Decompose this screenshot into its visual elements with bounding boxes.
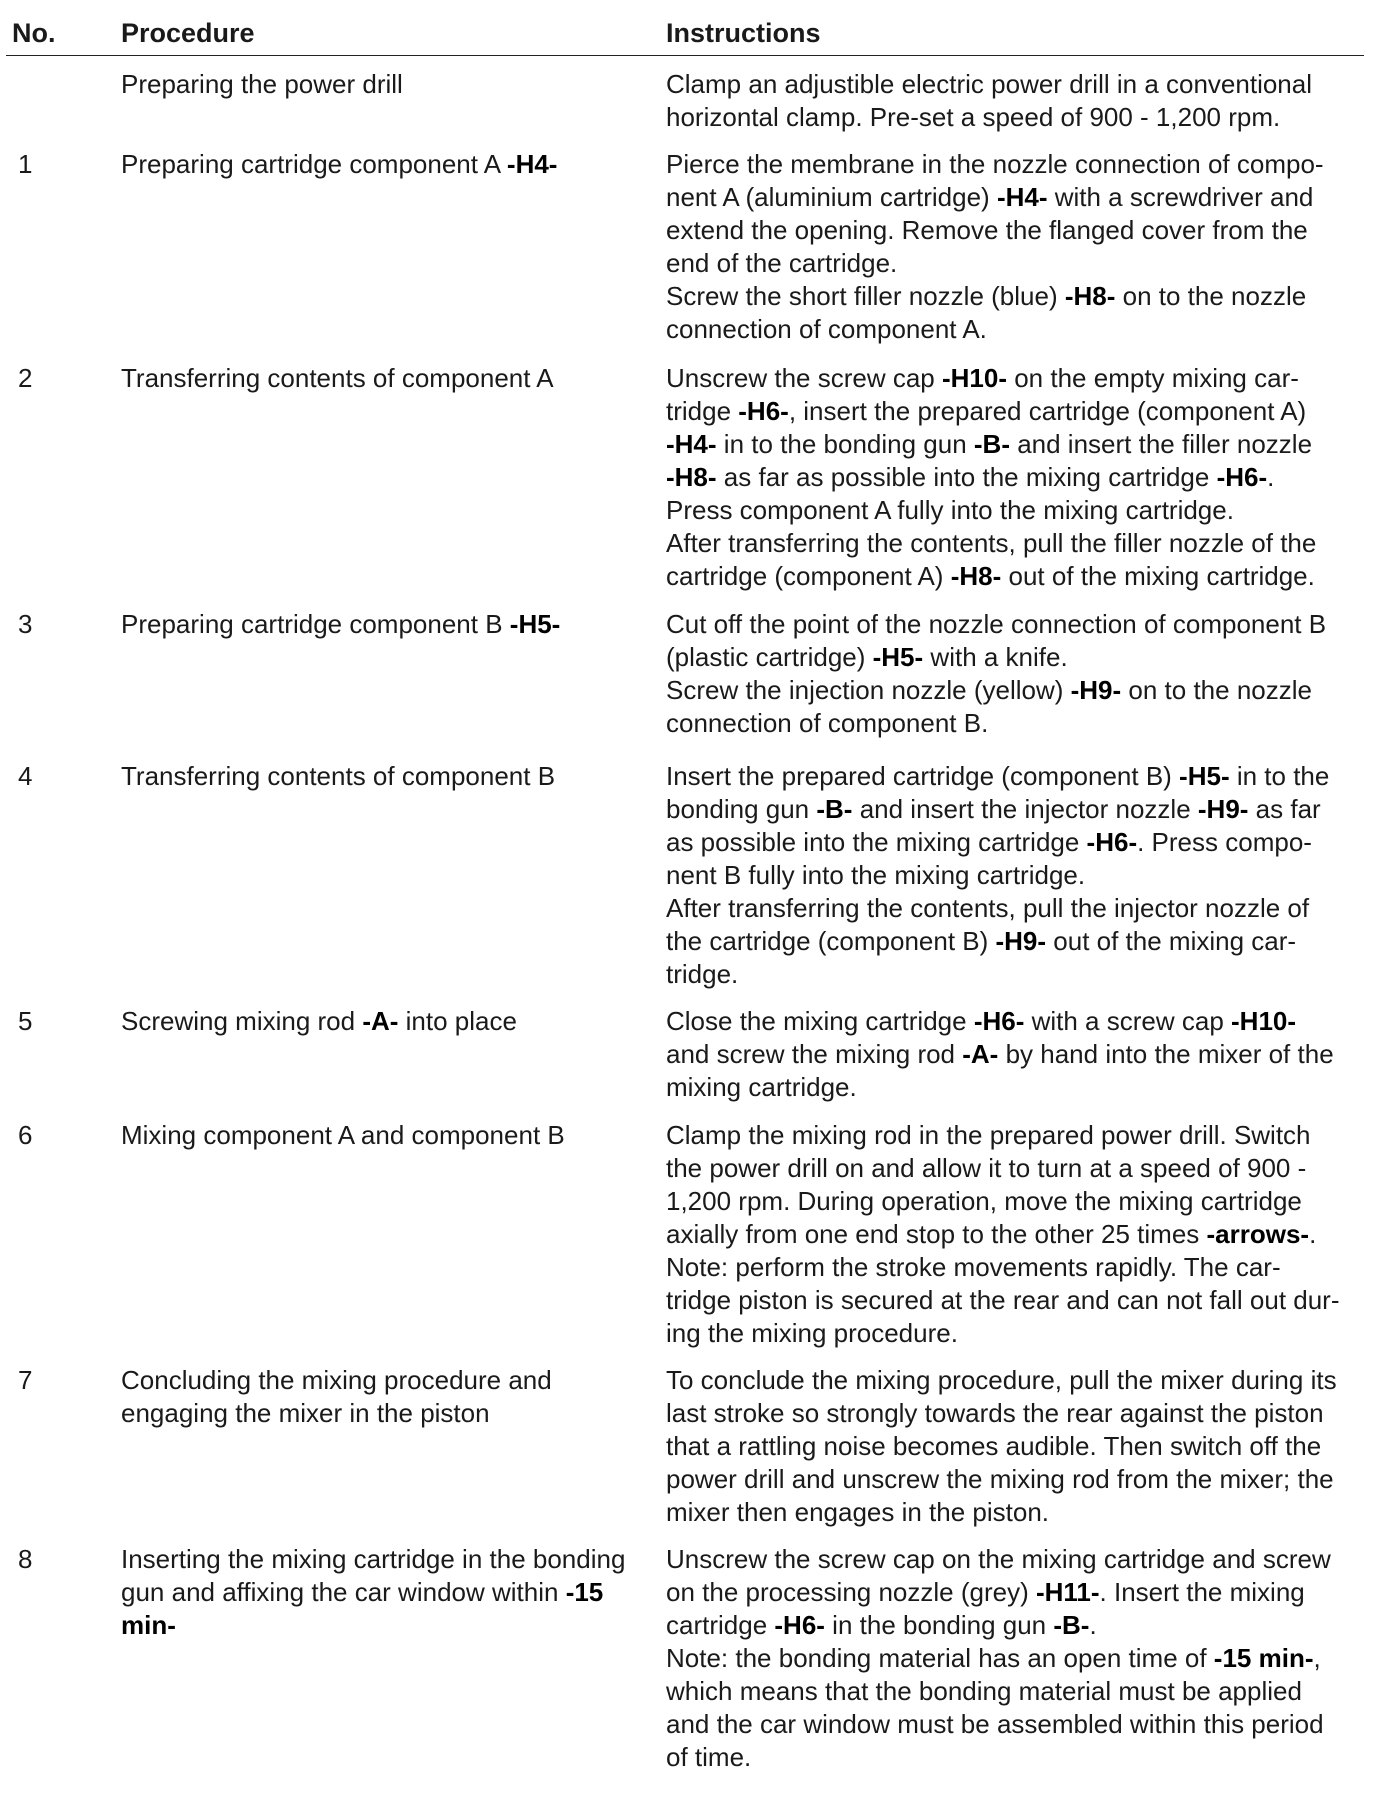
- text-line: Note: the bonding material has an open time of -15 min-,: [666, 1643, 1321, 1673]
- procedure-cell: [121, 148, 641, 181]
- text-line: 1,200 rpm. During operation, move the mixing cartridge: [666, 1186, 1302, 1216]
- part-reference: -H6-: [738, 396, 789, 426]
- part-reference: -A-: [962, 1039, 999, 1069]
- text-line: on the processing nozzle (grey) -H11-. Insert the mixing: [666, 1577, 1305, 1607]
- text-line: -H8- as far as possible into the mixing cartridge -H6-.: [666, 462, 1275, 492]
- text-line: Concluding the mixing procedure and: [121, 1365, 552, 1395]
- part-reference: -H5-: [509, 609, 561, 639]
- text-line: After transferring the contents, pull the injector nozzle of: [666, 893, 1310, 923]
- text-line: Screw the injection nozzle (yellow) -H9- on to the nozzle: [666, 675, 1312, 705]
- row-number: 5: [18, 1006, 33, 1036]
- text-line: Mixing component A and component B: [121, 1120, 565, 1150]
- text-line: Transferring contents of component A: [121, 363, 554, 393]
- text-line: gun and affixing the car window within -15: [121, 1577, 604, 1607]
- row-number: 7: [18, 1365, 33, 1395]
- header-procedure: Procedure: [121, 18, 255, 48]
- text-line: Preparing cartridge component B -H5-: [121, 609, 561, 639]
- text-line: extend the opening. Remove the flanged cover from the: [666, 215, 1308, 245]
- header-divider: [6, 55, 1364, 56]
- procedure-cell: [121, 68, 641, 101]
- table-header: [0, 14, 1376, 54]
- text-line: Pierce the membrane in the nozzle connection of compo-: [666, 149, 1324, 179]
- part-reference: -H10-: [941, 363, 1007, 393]
- part-reference: -H8-: [950, 561, 1002, 591]
- text-line: [121, 1609, 641, 1642]
- instructions-cell: [666, 1005, 1366, 1104]
- text-line: Preparing the power drill: [121, 69, 403, 99]
- text-line: Press component A fully into the mixing cartridge.: [666, 495, 1234, 525]
- text-line: last stroke so strongly towards the rear against the piston: [666, 1398, 1324, 1428]
- part-reference: -H6-: [774, 1610, 825, 1640]
- text-line: -H4- in to the bonding gun -B- and insert the filler nozzle: [666, 429, 1313, 459]
- part-reference: min-: [121, 1610, 176, 1640]
- part-reference: -H6-: [973, 1006, 1025, 1036]
- text-line: (plastic cartridge) -H5- with a knife.: [666, 642, 1068, 672]
- text-line: Screw the short filler nozzle (blue) -H8- on to the nozzle: [666, 281, 1307, 311]
- text-line: bonding gun -B- and insert the injector nozzle -H9- as far: [666, 794, 1321, 824]
- part-reference: -H4-: [666, 429, 717, 459]
- text-line: mixer then engages in the piston.: [666, 1497, 1050, 1527]
- text-line: connection of component B.: [666, 708, 989, 738]
- text-line: and the car window must be assembled within this period: [666, 1709, 1324, 1739]
- part-reference: -H4-: [506, 149, 558, 179]
- part-reference: -H6-: [1216, 462, 1268, 492]
- instructions-cell: [666, 608, 1366, 740]
- text-line: engaging the mixer in the piston: [121, 1398, 490, 1428]
- part-reference: -15 min-: [1213, 1643, 1314, 1673]
- text-line: Clamp the mixing rod in the prepared power drill. Switch: [666, 1120, 1311, 1150]
- part-reference: -H8-: [1064, 281, 1116, 311]
- part-reference: -B-: [816, 794, 853, 824]
- row-number: 1: [18, 149, 33, 179]
- text-line: that a rattling noise becomes audible. Then switch off the: [666, 1431, 1322, 1461]
- text-line: To conclude the mixing procedure, pull the mixer during its: [666, 1365, 1337, 1395]
- text-line: Clamp an adjustible electric power drill in a conventional: [666, 69, 1313, 99]
- text-line: of time.: [666, 1742, 752, 1772]
- row-number: 8: [18, 1544, 33, 1574]
- text-line: Unscrew the screw cap on the mixing cartridge and screw: [666, 1544, 1331, 1574]
- part-reference: -H8-: [666, 462, 717, 492]
- text-line: Unscrew the screw cap -H10- on the empty mixing car-: [666, 363, 1299, 393]
- part-reference: -H9-: [995, 926, 1047, 956]
- text-line: Transferring contents of component B: [121, 761, 556, 791]
- part-reference: -H10-: [1231, 1006, 1297, 1036]
- text-line: and screw the mixing rod -A- by hand into the mixer of the: [666, 1039, 1334, 1069]
- text-line: nent B fully into the mixing cartridge.: [666, 860, 1086, 890]
- instructions-cell: [666, 1543, 1366, 1774]
- procedure-cell: [121, 608, 641, 641]
- procedure-cell: [121, 362, 641, 395]
- part-reference: -H5-: [872, 642, 924, 672]
- part-reference: -A-: [362, 1006, 399, 1036]
- text-line: tridge piston is secured at the rear and can not fall out dur-: [666, 1285, 1340, 1315]
- part-reference: -H4-: [996, 182, 1048, 212]
- text-line: connection of component A.: [666, 314, 987, 344]
- procedure-cell: [121, 1005, 641, 1038]
- text-line: power drill and unscrew the mixing rod from the mixer; the: [666, 1464, 1334, 1494]
- part-reference: -arrows-: [1206, 1219, 1310, 1249]
- text-line: end of the cartridge.: [666, 248, 898, 278]
- instructions-cell: [666, 760, 1366, 991]
- text-line: cartridge (component A) -H8- out of the mixing cartridge.: [666, 561, 1315, 591]
- text-line: Close the mixing cartridge -H6- with a screw cap -H10-: [666, 1006, 1297, 1036]
- part-reference: -15: [565, 1577, 604, 1607]
- text-line: Inserting the mixing cartridge in the bonding: [121, 1544, 626, 1574]
- text-line: the cartridge (component B) -H9- out of the mixing car-: [666, 926, 1297, 956]
- text-line: tridge.: [666, 959, 739, 989]
- text-line: Note: perform the stroke movements rapidly. The car-: [666, 1252, 1281, 1282]
- row-number: 4: [18, 761, 33, 791]
- part-reference: -B-: [1053, 1610, 1090, 1640]
- text-line: as possible into the mixing cartridge -H6-. Press compo-: [666, 827, 1312, 857]
- text-line: axially from one end stop to the other 25 times -arrows-.: [666, 1219, 1317, 1249]
- part-reference: -H11-: [1035, 1577, 1100, 1607]
- text-line: Preparing cartridge component A -H4-: [121, 149, 558, 179]
- part-reference: -H9-: [1197, 794, 1249, 824]
- instructions-cell: [666, 68, 1366, 134]
- text-line: Cut off the point of the nozzle connection of component B: [666, 609, 1327, 639]
- procedure-cell: [121, 1543, 641, 1642]
- instructions-cell: [666, 1364, 1366, 1529]
- text-line: which means that the bonding material must be applied: [666, 1676, 1302, 1706]
- row-number: 2: [18, 363, 33, 393]
- text-line: Insert the prepared cartridge (component B) -H5- in to the: [666, 761, 1330, 791]
- text-line: After transferring the contents, pull the filler nozzle of the: [666, 528, 1317, 558]
- text-line: tridge -H6-, insert the prepared cartridge (component A): [666, 396, 1307, 426]
- part-reference: -H5-: [1179, 761, 1230, 791]
- part-reference: -B-: [973, 429, 1010, 459]
- procedure-cell: [121, 1364, 641, 1430]
- instructions-cell: [666, 1119, 1366, 1350]
- instructions-cell: [666, 362, 1366, 593]
- text-line: ing the mixing procedure.: [666, 1318, 958, 1348]
- instructions-cell: [666, 148, 1366, 346]
- text-line: mixing cartridge.: [666, 1072, 857, 1102]
- header-instructions: Instructions: [666, 18, 821, 48]
- text-line: horizontal clamp. Pre-set a speed of 900 - 1,200 rpm.: [666, 102, 1281, 132]
- row-number: 6: [18, 1120, 33, 1150]
- part-reference: -H6-: [1086, 827, 1138, 857]
- header-no: No.: [12, 18, 56, 48]
- text-line: nent A (aluminium cartridge) -H4- with a screwdriver and: [666, 182, 1314, 212]
- text-line: the power drill on and allow it to turn at a speed of 900 -: [666, 1153, 1307, 1183]
- part-reference: -H9-: [1070, 675, 1122, 705]
- procedure-cell: [121, 1119, 641, 1152]
- row-number: 3: [18, 609, 33, 639]
- procedure-cell: [121, 760, 641, 793]
- text-line: Screwing mixing rod -A- into place: [121, 1006, 517, 1036]
- text-line: cartridge -H6- in the bonding gun -B-.: [666, 1610, 1097, 1640]
